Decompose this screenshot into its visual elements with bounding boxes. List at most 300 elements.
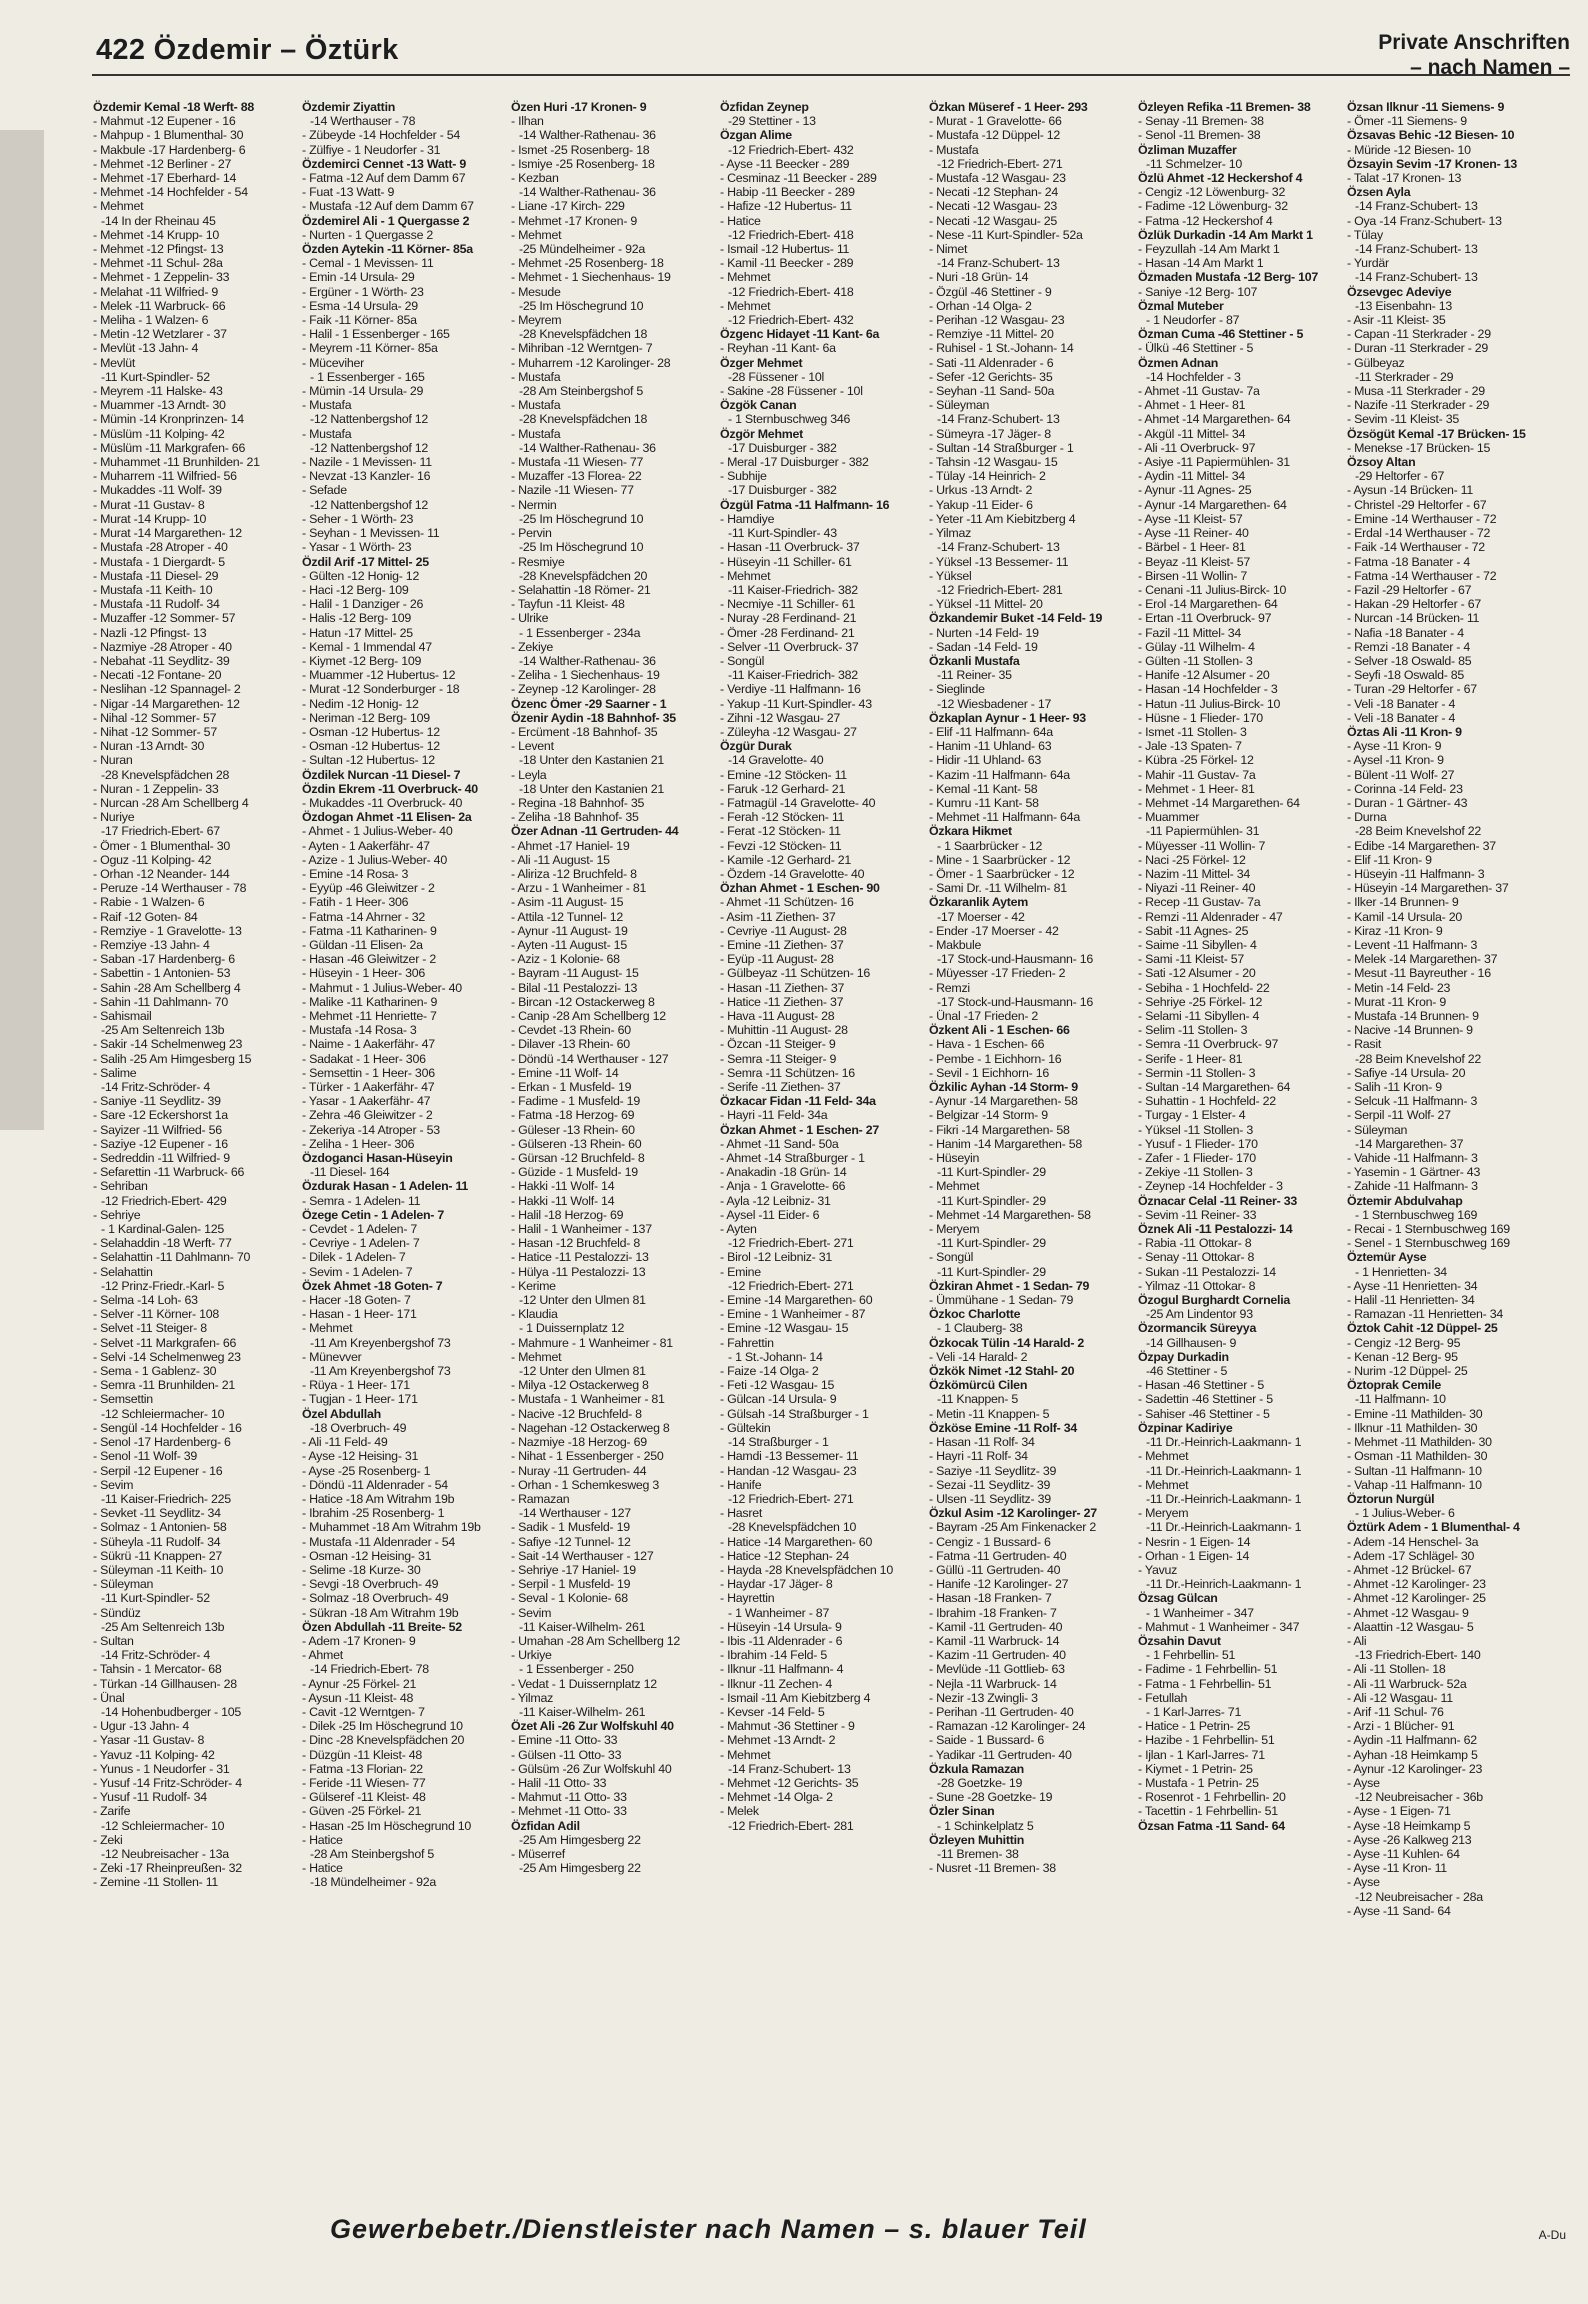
listing-entry: - Müserref bbox=[511, 1846, 565, 1861]
listing-entry: -28 Am Steinbergshof 5 bbox=[519, 384, 643, 399]
listing-entry: - Hasan -14 Am Markt 1 bbox=[1138, 256, 1264, 271]
listing-entry: - Emine -11 Ziethen- 37 bbox=[720, 937, 844, 952]
listing-entry: - Sukan -11 Pestalozzi- 14 bbox=[1138, 1264, 1276, 1279]
listing-entry: - Metin -12 Wetzlarer - 37 bbox=[93, 327, 227, 342]
listing-entry: -14 Walther-Rathenau- 36 bbox=[519, 440, 656, 455]
listing-entry: - Emine -14 Werthauser - 72 bbox=[1347, 511, 1497, 526]
listing-entry: -14 Margarethen- 37 bbox=[1355, 1136, 1464, 1151]
listing-entry: Özkacar Fidan -11 Feld- 34a bbox=[720, 1094, 876, 1109]
listing-entry: - Nusret -11 Bremen- 38 bbox=[929, 1861, 1056, 1876]
listing-entry: - Ramazan -11 Henrietten- 34 bbox=[1347, 1307, 1503, 1322]
listing-entry: - Ünal bbox=[93, 1690, 125, 1705]
listing-entry: - Mustafa -14 Rosa- 3 bbox=[302, 1023, 417, 1038]
listing-entry: Özsan Ilknur -11 Siemens- 9 bbox=[1347, 100, 1505, 114]
listing-entry: - Regina -18 Bahnhof- 35 bbox=[511, 795, 645, 810]
listing-entry: - Mehmet -11 Henriette- 7 bbox=[302, 1009, 437, 1023]
listing-column bbox=[929, 100, 1138, 2198]
listing-entry: - Ahmet -12 Karolinger- 23 bbox=[1347, 1577, 1486, 1592]
listing-entry: - Sieglinde bbox=[929, 682, 985, 697]
listing-entry: - Veli -18 Banater - 4 bbox=[1347, 696, 1456, 711]
listing-entry: - 1 St.-Johann- 14 bbox=[728, 1349, 823, 1364]
listing-entry: -11 Kaiser-Wilhelm- 261 bbox=[519, 1704, 646, 1719]
listing-entry: - Mustafa -11 Keith- 10 bbox=[93, 582, 213, 597]
listing-entry: - Döndü -11 Aldenrader - 54 bbox=[302, 1477, 448, 1492]
listing-entry: - Ayten - 1 Aakerfähr- 47 bbox=[302, 838, 430, 853]
listing-entry: -12 Nattenbergshof 12 bbox=[310, 497, 429, 512]
listing-entry: - Müyesser -11 Wollin- 7 bbox=[1138, 838, 1266, 853]
listing-entry: - Sehriye -25 Förkel- 12 bbox=[1138, 994, 1263, 1009]
listing-entry: - Sultan -12 Hubertus- 12 bbox=[302, 753, 435, 768]
listing-entry: - Nigar -14 Margarethen- 12 bbox=[93, 696, 240, 711]
listing-entry: - Salih -11 Kron- 9 bbox=[1347, 1080, 1442, 1095]
listing-entry: -11 Sterkrader - 29 bbox=[1355, 369, 1454, 384]
listing-entry: -28 Beim Knevelshof 22 bbox=[1355, 824, 1482, 839]
listing-entry: - Safiye -12 Tunnel- 12 bbox=[511, 1534, 631, 1549]
listing-entry: - Rosenrot - 1 Fehrbellin- 20 bbox=[1138, 1790, 1286, 1805]
listing-entry: - Yasemin - 1 Gärtner- 43 bbox=[1347, 1165, 1481, 1180]
listing-entry: - Sadakat - 1 Heer- 306 bbox=[302, 1051, 426, 1066]
listing-entry: -12 Schleiermacher- 10 bbox=[101, 1406, 225, 1421]
listing-entry: - Fatma -14 Werthauser - 72 bbox=[1347, 568, 1497, 583]
listing-entry: - Makbule -17 Hardenberg- 6 bbox=[93, 142, 246, 157]
listing-entry: - 1 Fehrbellin- 51 bbox=[1146, 1648, 1236, 1663]
listing-entry: Özgenc Hidayet -11 Kant- 6a bbox=[720, 327, 880, 342]
listing-entry: Özmaden Mustafa -12 Berg- 107 bbox=[1138, 270, 1319, 285]
listing-entry: Özgül Fatma -11 Halfmann- 16 bbox=[720, 497, 890, 512]
listing-entry: -14 Hohenbudberger - 105 bbox=[101, 1704, 242, 1719]
listing-entry: - Rüya - 1 Heer- 171 bbox=[302, 1378, 410, 1393]
listing-entry: - Muharrem -11 Wilfried- 56 bbox=[93, 469, 237, 484]
listing-entry: - Ömer -28 Ferdinand- 21 bbox=[720, 625, 855, 640]
listing-entry: - Ahmet -14 Straßburger - 1 bbox=[720, 1151, 865, 1166]
listing-entry: - Arif -11 Schul- 76 bbox=[1347, 1704, 1444, 1719]
listing-entry: - Cevdet -13 Rhein- 60 bbox=[511, 1023, 631, 1038]
listing-entry: - Raif -12 Goten- 84 bbox=[93, 909, 198, 924]
listing-entry: - Bayram -11 August- 15 bbox=[511, 966, 639, 981]
listing-entry: - Sevgi -18 Overbruch- 49 bbox=[302, 1577, 439, 1592]
listing-entry: - Gülsah -14 Straßburger - 1 bbox=[720, 1406, 869, 1421]
listing-entry: - Rabia -11 Ottokar- 8 bbox=[1138, 1236, 1252, 1251]
listing-entry: Özfidan Adil bbox=[511, 1818, 580, 1833]
listing-entry: - Yunus - 1 Neudorfer - 31 bbox=[93, 1761, 230, 1776]
listing-entry: - Fazil -29 Heltorfer - 67 bbox=[1347, 582, 1472, 597]
listing-entry: - Yüksel -11 Mittel- 20 bbox=[929, 597, 1043, 612]
listing-entry: - Ilker -14 Brunnen- 9 bbox=[1347, 895, 1459, 910]
listing-entry: Özsag Gülcan bbox=[1138, 1591, 1218, 1606]
listing-entry: - Rasit bbox=[1347, 1037, 1382, 1052]
listing-entry: - Nurcan -14 Brücken- 11 bbox=[1347, 611, 1480, 626]
listing-entry: - Sefer -12 Gerichts- 35 bbox=[929, 369, 1053, 384]
listing-entry: - Selami -11 Sibyllen- 4 bbox=[1138, 1009, 1260, 1023]
listing-entry: Özpinar Kadiriye bbox=[1138, 1420, 1233, 1435]
listing-entry: Özleyen Refika -11 Bremen- 38 bbox=[1138, 100, 1311, 114]
listing-entry: - Selvi -14 Schelmenweg 23 bbox=[93, 1349, 241, 1364]
listing-entry: - Güldan -11 Elisen- 2a bbox=[302, 937, 423, 952]
listing-entry: - Nuran bbox=[93, 753, 133, 768]
listing-entry: -14 Friedrich-Ebert- 78 bbox=[310, 1662, 429, 1677]
listing-entry: - Mahmut - 1 Julius-Weber- 40 bbox=[302, 980, 462, 995]
listing-entry: - Safiye -14 Ursula- 20 bbox=[1347, 1065, 1466, 1080]
listing-entry: - Perihan -11 Gertruden- 40 bbox=[929, 1704, 1074, 1719]
listing-entry: - Asim -11 Ziethen- 37 bbox=[720, 909, 836, 924]
listing-entry: - Mehmet -14 Margarethen- 64 bbox=[1138, 795, 1300, 810]
listing-entry: - Cevdet - 1 Adelen- 7 bbox=[302, 1222, 418, 1237]
listing-entry: - Cesminaz -11 Beecker - 289 bbox=[720, 171, 877, 186]
listing-entry: - Gülcan -14 Ursula- 9 bbox=[720, 1392, 837, 1407]
listing-entry: - Zeliha - 1 Heer- 306 bbox=[302, 1136, 415, 1151]
listing-entry: - Hatice -11 Pestalozzi- 13 bbox=[511, 1250, 649, 1265]
listing-entry: -18 Mündelheimer - 92a bbox=[310, 1875, 437, 1890]
listing-entry: - Duran - 1 Gärtner- 43 bbox=[1347, 795, 1468, 810]
listing-entry: - Nermin bbox=[511, 497, 557, 512]
listing-entry: Özen Abdullah -11 Breite- 52 bbox=[302, 1619, 462, 1634]
page-range-heading: 422 Özdemir – Öztürk bbox=[96, 34, 399, 66]
listing-entry: -28 Knevelspfädchen 18 bbox=[519, 412, 648, 427]
listing-entry: - Zahide -11 Halfmann- 3 bbox=[1347, 1179, 1478, 1194]
listing-entry: - Aysun -11 Kleist- 48 bbox=[302, 1690, 414, 1705]
listing-entry: - Murat -11 Gustav- 8 bbox=[93, 497, 205, 512]
listing-entry: - Tacettin - 1 Fehrbellin- 51 bbox=[1138, 1804, 1278, 1819]
listing-entry: - Mevlüt -13 Jahn- 4 bbox=[93, 341, 199, 356]
listing-entry: - Sevim -11 Kleist- 35 bbox=[1347, 412, 1460, 427]
listing-entry: - Yakup -11 Kurt-Spindler- 43 bbox=[720, 696, 872, 711]
listing-entry: - Selahattin -11 Dahlmann- 70 bbox=[93, 1250, 251, 1265]
listing-entry: - Hayri -11 Rolf- 34 bbox=[929, 1449, 1028, 1464]
listing-entry: - 1 Essenberger - 165 bbox=[310, 369, 425, 384]
listing-entry: -11 Knappen- 5 bbox=[937, 1392, 1019, 1407]
listing-entry: - Reyhan -11 Kant- 6a bbox=[720, 341, 836, 356]
listing-entry: - Sümeyra -17 Jäger- 8 bbox=[929, 426, 1051, 441]
listing-entry: - Dilaver -13 Rhein- 60 bbox=[511, 1037, 630, 1052]
listing-entry: - Gülten -12 Honig- 12 bbox=[302, 568, 420, 583]
listing-entry: -28 Knevelspfädchen 20 bbox=[519, 568, 648, 583]
listing-entry: - Seval - 1 Kolonie- 68 bbox=[511, 1591, 628, 1606]
listing-entry: - Sadettin -46 Stettiner - 5 bbox=[1138, 1392, 1273, 1407]
listing-entry: - Selahaddin -18 Werft- 77 bbox=[93, 1236, 232, 1251]
listing-entry: - Melek bbox=[720, 1804, 759, 1819]
listing-entry: - Müslüm -11 Kolping- 42 bbox=[93, 426, 225, 441]
listing-entry: - Cengiz - 1 Bussard- 6 bbox=[929, 1534, 1051, 1549]
listing-entry: Özkaranlik Aytem bbox=[929, 895, 1029, 910]
listing-entry: -11 Am Kreyenbergshof 73 bbox=[310, 1335, 451, 1350]
listing-entry: - Hatice bbox=[302, 1861, 343, 1876]
listing-entry: Öznacar Celal -11 Reiner- 33 bbox=[1138, 1193, 1297, 1208]
listing-entry: - Gülsüm -26 Zur Wolfskuhl 40 bbox=[511, 1761, 672, 1776]
listing-entry: - Süleyman bbox=[929, 398, 990, 413]
listing-entry: - Aynur -14 Margarethen- 58 bbox=[929, 1094, 1078, 1109]
listing-entry: - Semra - 1 Adelen- 11 bbox=[302, 1193, 421, 1208]
listing-entry: Özkilic Ayhan -14 Storm- 9 bbox=[929, 1080, 1078, 1095]
listing-entry: - Levent -11 Halfmann- 3 bbox=[1347, 937, 1478, 952]
listing-entry: - Fahrettin bbox=[720, 1335, 774, 1350]
listing-entry: - Recai - 1 Sternbuschweg 169 bbox=[1347, 1222, 1510, 1237]
listing-entry: - Ayse bbox=[1347, 1875, 1380, 1890]
listing-entry: - Kamile -12 Gerhard- 21 bbox=[720, 852, 852, 867]
listing-entry: -12 Friedrich-Ebert- 271 bbox=[728, 1491, 854, 1506]
listing-entry: - Kemal - 1 Immendal 47 bbox=[302, 639, 432, 654]
listing-entry: Özden Aytekin -11 Körner- 85a bbox=[302, 242, 473, 257]
listing-entry: - Sadan -14 Feld- 19 bbox=[929, 639, 1038, 654]
listing-entry: - Elif -11 Kron- 9 bbox=[1347, 852, 1432, 867]
listing-entry: - Zafer - 1 Flieder- 170 bbox=[1138, 1151, 1256, 1166]
listing-entry: - Hanife -12 Alsumer - 20 bbox=[1138, 668, 1270, 683]
listing-entry: Özsoy Altan bbox=[1347, 455, 1416, 470]
listing-entry: - Zeynep -12 Karolinger- 28 bbox=[511, 682, 656, 697]
listing-entry: - Selver -11 Overbruck- 37 bbox=[720, 639, 859, 654]
listing-entry: - Mehmet -25 Rosenberg- 18 bbox=[511, 256, 664, 271]
listing-entry: -12 Neubreisacher - 28a bbox=[1355, 1889, 1483, 1904]
listing-entry: - Hakki -11 Wolf- 14 bbox=[511, 1179, 615, 1194]
listing-entry: -14 Walther-Rathenau- 36 bbox=[519, 128, 656, 143]
listing-entry: Özdin Ekrem -11 Overbruck- 40 bbox=[302, 781, 478, 796]
listing-entry: - Ramazan -12 Karolinger- 24 bbox=[929, 1719, 1086, 1734]
listing-entry: - Sedreddin -11 Wilfried- 9 bbox=[93, 1151, 230, 1166]
listing-entry: - Feyzullah -14 Am Markt 1 bbox=[1138, 242, 1280, 257]
listing-entry: - Ahmet - 1 Heer- 81 bbox=[1138, 398, 1246, 413]
listing-entry: - Umahan -28 Am Schellberg 12 bbox=[511, 1633, 681, 1648]
listing-entry: -25 Am Himgesberg 22 bbox=[519, 1861, 641, 1876]
listing-column bbox=[93, 100, 302, 2198]
listing-entry: - Yusuf -14 Fritz-Schröder- 4 bbox=[93, 1775, 242, 1790]
listing-entry: - Mehmet bbox=[720, 298, 771, 313]
listing-entry: - Kevser -14 Feld- 5 bbox=[720, 1704, 825, 1719]
listing-entry: - Elif -11 Halfmann- 64a bbox=[929, 724, 1053, 739]
listing-entry: - Hasan -12 Bruchfeld- 8 bbox=[511, 1236, 640, 1251]
listing-entry: - Aynur -11 August- 19 bbox=[511, 923, 628, 938]
listing-entry: - Sefade bbox=[302, 483, 347, 498]
listing-entry: -12 Schleiermacher- 10 bbox=[101, 1818, 225, 1833]
listing-entry: - Mustafa -12 Wasgau- 23 bbox=[929, 171, 1066, 186]
listing-entry: - Emin -14 Ursula- 29 bbox=[302, 270, 415, 285]
listing-entry: - Ismail -12 Hubertus- 11 bbox=[720, 242, 850, 257]
listing-entry: - Tülay -14 Heinrich- 2 bbox=[929, 469, 1046, 484]
listing-entry: Özlü Ahmet -12 Heckershof 4 bbox=[1138, 171, 1303, 186]
listing-entry: -12 Neubreisacher - 36b bbox=[1355, 1790, 1483, 1805]
listing-entry: - Muzaffer -13 Florea- 22 bbox=[511, 469, 642, 484]
listing-entry: - Meyrem bbox=[511, 313, 562, 328]
listing-entry: - Sahin -11 Dahlmann- 70 bbox=[93, 994, 228, 1009]
listing-entry: - Christel -29 Heltorfer - 67 bbox=[1347, 497, 1487, 512]
listing-entry: - Eyyüp -46 Gleiwitzer - 2 bbox=[302, 881, 435, 896]
listing-entry: - Nedim -12 Honig- 12 bbox=[302, 696, 419, 711]
listing-entry: - Duran -11 Sterkrader - 29 bbox=[1347, 341, 1489, 356]
listing-entry: - Emine - 1 Wanheimer - 87 bbox=[720, 1307, 866, 1322]
listing-entry: - Solmaz - 1 Antonien- 58 bbox=[93, 1520, 227, 1535]
listing-entry: -28 Knevelspfädchen 18 bbox=[519, 327, 648, 342]
listing-entry: - Necati -12 Wasgau- 23 bbox=[929, 199, 1058, 214]
listing-entry: - Mustafa -12 Düppel- 12 bbox=[929, 128, 1061, 143]
listing-entry: - Pembe - 1 Eichhorn- 16 bbox=[929, 1051, 1062, 1066]
listing-entry: - Kazim -11 Halfmann- 64a bbox=[929, 767, 1070, 782]
listing-entry: - Özdem -14 Gravelotte- 40 bbox=[720, 866, 865, 881]
listing-entry: - Sultan -11 Halfmann- 10 bbox=[1347, 1463, 1482, 1478]
listing-entry: - Hayrettin bbox=[720, 1591, 775, 1606]
listing-entry: - Fuat -13 Watt- 9 bbox=[302, 185, 395, 200]
listing-entry: -14 Fritz-Schröder- 4 bbox=[101, 1648, 211, 1663]
listing-entry: - Ismail -11 Am Kiebitzberg 4 bbox=[720, 1690, 871, 1705]
listing-entry: -28 Knevelspfädchen 10 bbox=[728, 1520, 857, 1535]
listing-entry: - Muhammet -18 Am Witrahm 19b bbox=[302, 1520, 481, 1535]
listing-entry: - Remziye - 1 Gravelotte- 13 bbox=[93, 923, 242, 938]
listing-entry: - Ayse -11 Beecker - 289 bbox=[720, 156, 850, 171]
listing-entry: -12 Unter den Ulmen 81 bbox=[519, 1364, 646, 1379]
listing-entry: - Fatma -14 Ahrner - 32 bbox=[302, 909, 426, 924]
listing-entry: -11 Kurt-Spindler- 52 bbox=[101, 1591, 210, 1606]
listing-entry: Öztoprak Cemile bbox=[1347, 1378, 1442, 1393]
listing-entry: Özenir Aydin -18 Bahnhof- 35 bbox=[511, 710, 676, 725]
listing-entry: - Halil -18 Herzog- 69 bbox=[511, 1207, 624, 1222]
listing-entry: -11 Kaiser-Friedrich- 225 bbox=[101, 1491, 231, 1506]
listing-entry: - Müride -12 Biesen- 10 bbox=[1347, 142, 1471, 157]
listing-entry: - Yasar -11 Gustav- 8 bbox=[93, 1733, 205, 1748]
listing-entry: - Hazibe - 1 Fehrbellin- 51 bbox=[1138, 1733, 1275, 1748]
listing-entry: - Hanim -11 Uhland- 63 bbox=[929, 739, 1052, 754]
listing-entry: - Meyrem -11 Halske- 43 bbox=[93, 384, 223, 399]
listing-entry: - Mehmet -14 Margarethen- 58 bbox=[929, 1207, 1091, 1222]
listing-entry: - Asiye -11 Papiermühlen- 31 bbox=[1138, 455, 1290, 470]
listing-entry: -18 Overbruch- 49 bbox=[310, 1420, 407, 1435]
listing-entry: -11 Diesel- 164 bbox=[310, 1165, 390, 1180]
listing-entry: - Serpil -11 Wolf- 27 bbox=[1347, 1108, 1451, 1123]
footer-note: Gewerbebetr./Dienstleister nach Namen – s. blauer Teil bbox=[330, 2214, 1087, 2244]
listing-entry: - Durna bbox=[1347, 810, 1387, 825]
listing-entry: - Sükrü -11 Knappen- 27 bbox=[93, 1548, 223, 1563]
listing-entry: - Mehmet bbox=[720, 568, 771, 583]
listing-entry: - Fatma -12 Auf dem Damm 67 bbox=[302, 171, 466, 186]
listing-entry: - Meryem bbox=[1138, 1506, 1189, 1521]
listing-entry: - Mehmet bbox=[511, 227, 562, 242]
listing-entry: - Selahattin bbox=[93, 1264, 153, 1279]
listing-entry: - Murat -12 Sonderburger - 18 bbox=[302, 682, 460, 697]
listing-entry: - Senol -17 Hardenberg- 6 bbox=[93, 1435, 231, 1450]
listing-entry: - Özgül -46 Stettiner - 9 bbox=[929, 284, 1052, 299]
listing-entry: - Selvet -11 Steiger- 8 bbox=[93, 1321, 207, 1336]
listing-entry: - Dilek - 1 Adelen- 7 bbox=[302, 1250, 406, 1265]
listing-entry: - Senol -11 Bremen- 38 bbox=[1138, 128, 1261, 143]
listing-entry: - Ayten bbox=[720, 1222, 757, 1237]
listing-entry: - Mahpup - 1 Blumenthal- 30 bbox=[93, 128, 244, 143]
listing-entry: - Mesude bbox=[511, 284, 561, 299]
listing-entry: - Mustafa - 1 Wanheimer - 81 bbox=[511, 1392, 665, 1407]
listing-entry: - Aysel -11 Kron- 9 bbox=[1347, 753, 1444, 768]
listing-entry: - Selma -14 Loh- 63 bbox=[93, 1293, 198, 1308]
listing-entry: - Ferat -12 Stöcken- 11 bbox=[720, 824, 841, 839]
listing-entry: - Zeliha - 1 Siechenhaus- 19 bbox=[511, 668, 660, 683]
listing-entry: Özkara Hikmet bbox=[929, 824, 1012, 839]
listing-entry: - Necmiye -11 Schiller- 61 bbox=[720, 597, 856, 612]
listing-entry: - Cevriye -11 August- 28 bbox=[720, 923, 847, 938]
listing-entry: Özkula Ramazan bbox=[929, 1761, 1024, 1776]
listing-entry: - Gülten -11 Stollen- 3 bbox=[1138, 653, 1253, 668]
listing-entry: - Sehriban bbox=[93, 1179, 148, 1194]
listing-entry: - Mustafa bbox=[511, 426, 561, 441]
listing-entry: -14 Werthauser - 78 bbox=[310, 114, 416, 129]
listing-entry: - Sevil - 1 Eichhorn- 16 bbox=[929, 1065, 1050, 1080]
listing-entry: - Hasan -25 Im Höschegrund 10 bbox=[302, 1818, 472, 1833]
listing-entry: Özkan Ahmet - 1 Eschen- 27 bbox=[720, 1122, 879, 1137]
listing-entry: -14 Franz-Schubert- 13 bbox=[728, 1761, 851, 1776]
listing-entry: - Salime bbox=[93, 1065, 137, 1080]
listing-entry: - Zülfiye - 1 Neudorfer - 31 bbox=[302, 142, 441, 157]
listing-entry: - Süheyla -11 Rudolf- 34 bbox=[93, 1534, 221, 1549]
listing-entry: - Necati -12 Wasgau- 25 bbox=[929, 213, 1058, 228]
listing-entry: Özsögüt Kemal -17 Brücken- 15 bbox=[1347, 426, 1526, 441]
listing-entry: - Sevim bbox=[511, 1605, 552, 1620]
listing-entry: - Sehriye -17 Haniel- 19 bbox=[511, 1562, 636, 1577]
listing-entry: - Zihni -12 Wasgau- 27 bbox=[720, 710, 841, 725]
listing-entry: Özleyen Muhittin bbox=[929, 1832, 1025, 1847]
listing-entry: Özek Ahmet -18 Goten- 7 bbox=[302, 1278, 443, 1293]
listing-entry: - Orhan -14 Olga- 2 bbox=[929, 298, 1032, 313]
listing-entry: - Osman -11 Mathilden- 30 bbox=[1347, 1449, 1488, 1464]
listing-entry: - Mehmet -17 Kronen- 9 bbox=[511, 213, 638, 228]
listing-entry: - 1 Neudorfer - 87 bbox=[1146, 313, 1240, 328]
listing-entry: -13 Friedrich-Ebert- 140 bbox=[1355, 1648, 1481, 1663]
listing-entry: - Muzaffer -12 Sommer- 57 bbox=[93, 611, 236, 626]
listing-entry: - Saime -11 Sibyllen- 4 bbox=[1138, 937, 1257, 952]
listing-entry: - Ender -17 Moerser - 42 bbox=[929, 923, 1059, 938]
listing-entry: -12 Neubreisacher - 13a bbox=[101, 1846, 229, 1861]
listing-entry: - Emine -11 Mathilden- 30 bbox=[1347, 1406, 1483, 1421]
listing-entry: - Hasan - 1 Heer- 171 bbox=[302, 1307, 417, 1322]
listing-entry: - Mahmut -11 Otto- 33 bbox=[511, 1790, 627, 1805]
listing-entry: Özormancik Süreyya bbox=[1138, 1321, 1257, 1336]
listing-entry: - Fatma -11 Katharinen- 9 bbox=[302, 923, 437, 938]
listing-entry: - Mehmet bbox=[93, 199, 144, 214]
listing-entry: - Güleser -13 Rhein- 60 bbox=[511, 1122, 635, 1137]
listing-entry: - Aydin -11 Mittel- 34 bbox=[1138, 469, 1245, 484]
page-code: A-Du bbox=[1538, 2228, 1566, 2242]
listing-entry: -17 Stock-und-Hausmann- 16 bbox=[937, 952, 1094, 967]
listing-entry: - Aydin -11 Halfmann- 62 bbox=[1347, 1733, 1477, 1748]
listing-entry: Özsen Ayla bbox=[1347, 185, 1411, 200]
listing-entry: - Dilek -25 Im Höschegrund 10 bbox=[302, 1719, 463, 1734]
listing-entry: -25 Im Höschegrund 10 bbox=[519, 511, 644, 526]
listing-entry: - Ümmühane - 1 Sedan- 79 bbox=[929, 1293, 1074, 1308]
listing-entry: - Semsettin - 1 Heer- 306 bbox=[302, 1065, 435, 1080]
listing-entry: - Yavuz -11 Kolping- 42 bbox=[93, 1747, 215, 1762]
listing-entry: -29 Heltorfer - 67 bbox=[1355, 469, 1445, 484]
listing-entry: - Yasar - 1 Aakerfähr- 47 bbox=[302, 1094, 431, 1109]
listing-entry: - Semra -11 Brunhilden- 21 bbox=[93, 1378, 236, 1393]
listing-entry: - Sune -28 Goetzke- 19 bbox=[929, 1790, 1053, 1805]
listing-column bbox=[720, 100, 929, 2198]
listing-entry: - Fadime - 1 Musfeld- 19 bbox=[511, 1094, 640, 1109]
listing-entry: - Metin -11 Knappen- 5 bbox=[929, 1406, 1050, 1421]
listing-entry: - Songül bbox=[929, 1250, 974, 1265]
listing-entry: - Fatih - 1 Heer- 306 bbox=[302, 895, 409, 910]
listing-entry: - Erkan - 1 Musfeld- 19 bbox=[511, 1080, 632, 1095]
listing-entry: - Ali bbox=[1347, 1633, 1367, 1648]
listing-entry: - Ijlan - 1 Karl-Jarres- 71 bbox=[1138, 1747, 1265, 1762]
listing-entry: - Oguz -11 Kolping- 42 bbox=[93, 852, 212, 867]
listing-entry: - Rabie - 1 Walzen- 6 bbox=[93, 895, 205, 910]
listing-entry: Özet Ali -26 Zur Wolfskuhl 40 bbox=[511, 1719, 674, 1734]
listing-entry: - Mahir -11 Gustav- 7a bbox=[1138, 767, 1256, 782]
listing-entry: - Faruk -12 Gerhard- 21 bbox=[720, 781, 846, 796]
listing-entry: Özsayin Sevim -17 Kronen- 13 bbox=[1347, 156, 1517, 171]
listing-entry: -11 Kaiser-Wilhelm- 261 bbox=[519, 1619, 646, 1634]
listing-entry: - Fatmagül -14 Gravelotte- 40 bbox=[720, 795, 876, 810]
listing-entry: - Mahmut - 1 Wanheimer - 347 bbox=[1138, 1619, 1300, 1634]
listing-entry: - Musa -11 Sterkrader - 29 bbox=[1347, 384, 1485, 399]
listing-entry: - Mehmet - 1 Siechenhaus- 19 bbox=[511, 270, 671, 285]
listing-entry: - Mehmet bbox=[1138, 1477, 1189, 1492]
listing-entry: - Hatice bbox=[302, 1832, 343, 1847]
listing-entry: - Remzi -18 Banater - 4 bbox=[1347, 639, 1471, 654]
listing-entry: - Zeki -17 Rheinpreußen- 32 bbox=[93, 1861, 242, 1876]
listing-entry: -12 Friedrich-Ebert- 432 bbox=[728, 313, 854, 328]
